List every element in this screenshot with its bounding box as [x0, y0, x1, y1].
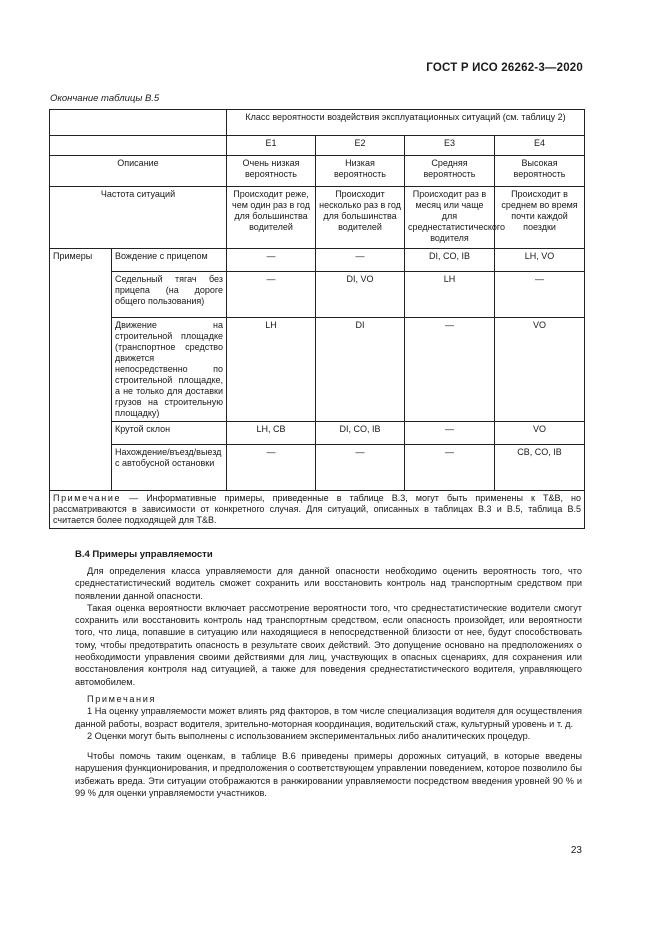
frequency-e4: Происходит в среднем во время почти каждой поездки — [495, 187, 585, 249]
class-code-e2: Е2 — [316, 136, 405, 156]
description-e2: Низкая вероятность — [316, 156, 405, 187]
table-b5 — [49, 109, 585, 529]
value-e4: CB, CO, IB — [495, 445, 585, 491]
notes-heading: Примечания — [87, 693, 157, 704]
value-e3: — — [405, 445, 495, 491]
value-e4: — — [495, 272, 585, 318]
value-e4: VO — [495, 318, 585, 422]
value-e4: VO — [495, 422, 585, 445]
paragraph: Такая оценка вероятности включает рассмотрение вероятности того, что среднестатистические водители смогут сохранить или восстановить контроль над транспортным средством, если опасность произойдет, или вероятности того, что лица, попавшие в ситуацию или находящиеся в непосредственной близости от нее, будут способствовать тому, чтобы предотвратить опасность в результате своих действий. Это допущение основано на предположениях о необходимости управления своими действиями для лиц, участвующих в опасных сценариях, для сохранения или восстановления контроля над ситуацией, а также для поведения среднестатистического водителя, управляющего автомобилем. — [75, 602, 582, 687]
table-row — [50, 422, 585, 445]
header-empty-cell — [50, 110, 227, 136]
description-e3: Средняя вероятность — [405, 156, 495, 187]
table-note-row — [50, 491, 585, 529]
paragraph: Для определения класса управляемости для данной опасности необходимо оценить вероятность того, что среднестатистический водитель сможет сохранить или восстановить контроль над транспортным средством при появлении данной опасности. — [75, 566, 582, 601]
situation-cell: Нахождение/въезд/выезд с автобусной остановки — [112, 445, 227, 491]
header-row-codes — [50, 136, 585, 156]
value-e3: LH — [405, 272, 495, 318]
examples-label: Примеры — [50, 249, 112, 491]
value-e2: DI — [316, 318, 405, 422]
paragraph: Чтобы помочь таким оценкам, в таблице В.6 приведены примеры дорожных ситуаций, в которые введены нарушения функционирования, и предположения о соответствующем управлении поведением, которое позволило бы избежать вреда. Эти ситуации отображаются в ранжировании управляемости посредством введения уровней 90 % и 99 % для оценки управляемости участников. — [75, 751, 582, 799]
class-code-e3: Е3 — [405, 136, 495, 156]
value-e2: — — [316, 249, 405, 272]
situation-cell: Вождение с прицепом — [112, 249, 227, 272]
value-e1: — — [227, 445, 316, 491]
table-row — [50, 445, 585, 491]
value-e1: LH — [227, 318, 316, 422]
standard-designation: ГОСТ Р ИСО 26262-3—2020 — [426, 62, 583, 74]
description-row — [50, 156, 585, 187]
frequency-row — [50, 187, 585, 249]
frequency-label: Частота ситуаций — [50, 187, 227, 249]
header-row-class — [50, 110, 585, 136]
table-caption: Окончание таблицы В.5 — [50, 93, 160, 104]
description-e4: Высокая вероятность — [495, 156, 585, 187]
section-body — [75, 565, 582, 799]
value-e1: — — [227, 249, 316, 272]
frequency-e1: Происходит реже, чем один раз в год для большинства водителей — [227, 187, 316, 249]
description-e1: Очень низкая вероятность — [227, 156, 316, 187]
value-e2: DI, CO, IB — [316, 422, 405, 445]
page-number: 23 — [570, 845, 582, 856]
value-e3: — — [405, 318, 495, 422]
value-e2: — — [316, 445, 405, 491]
situation-cell: Крутой склон — [112, 422, 227, 445]
value-e1: LH, CB — [227, 422, 316, 445]
note-text: — Информативные примеры, приведенные в таблице В.3, могут быть применены к T&B, но рассматриваются в зависимости от конкретного случая. Для ситуаций, описанных в таблицах В.3 и В.5, таблица В.5 считается более подходящей для T&B. — [53, 493, 582, 525]
description-label: Описание — [50, 156, 227, 187]
value-e2: DI, VO — [316, 272, 405, 318]
class-header: Класс вероятности воздействия эксплуатационных ситуаций (см. таблицу 2) — [227, 110, 585, 136]
situation-cell: Движение на строительной площадке (транспортное средство движется непосредственно по строительной площадке, а не только для доставки грузов на строительную площадку) — [112, 318, 227, 422]
note-label: Примечание — [53, 493, 122, 503]
table-row — [50, 249, 585, 272]
note-item: 2 Оценки могут быть выполнены с использованием экспериментальных либо аналитических процедур. — [87, 730, 531, 741]
value-e3: DI, CO, IB — [405, 249, 495, 272]
table-note — [50, 491, 585, 529]
value-e1: — — [227, 272, 316, 318]
codes-empty-cell — [50, 136, 227, 156]
note-item: 1 На оценку управляемости может влиять ряд факторов, в том числе специализация водителя для осуществления данной работы, возраст водителя, зрительно-моторная координация, водительский стаж, культурный уровень и т. д. — [75, 706, 582, 729]
frequency-e3: Происходит раз в месяц или чаще для среднестатистического водителя — [405, 187, 495, 249]
class-code-e1: Е1 — [227, 136, 316, 156]
value-e3: — — [405, 422, 495, 445]
value-e4: LH, VO — [495, 249, 585, 272]
frequency-e2: Происходит несколько раз в год для большинства водителей — [316, 187, 405, 249]
section-title: В.4 Примеры управляемости — [75, 549, 213, 560]
table-row — [50, 272, 585, 318]
table-row — [50, 318, 585, 422]
class-code-e4: Е4 — [495, 136, 585, 156]
situation-cell: Седельный тягач без прицепа (на дороге общего пользования) — [112, 272, 227, 318]
